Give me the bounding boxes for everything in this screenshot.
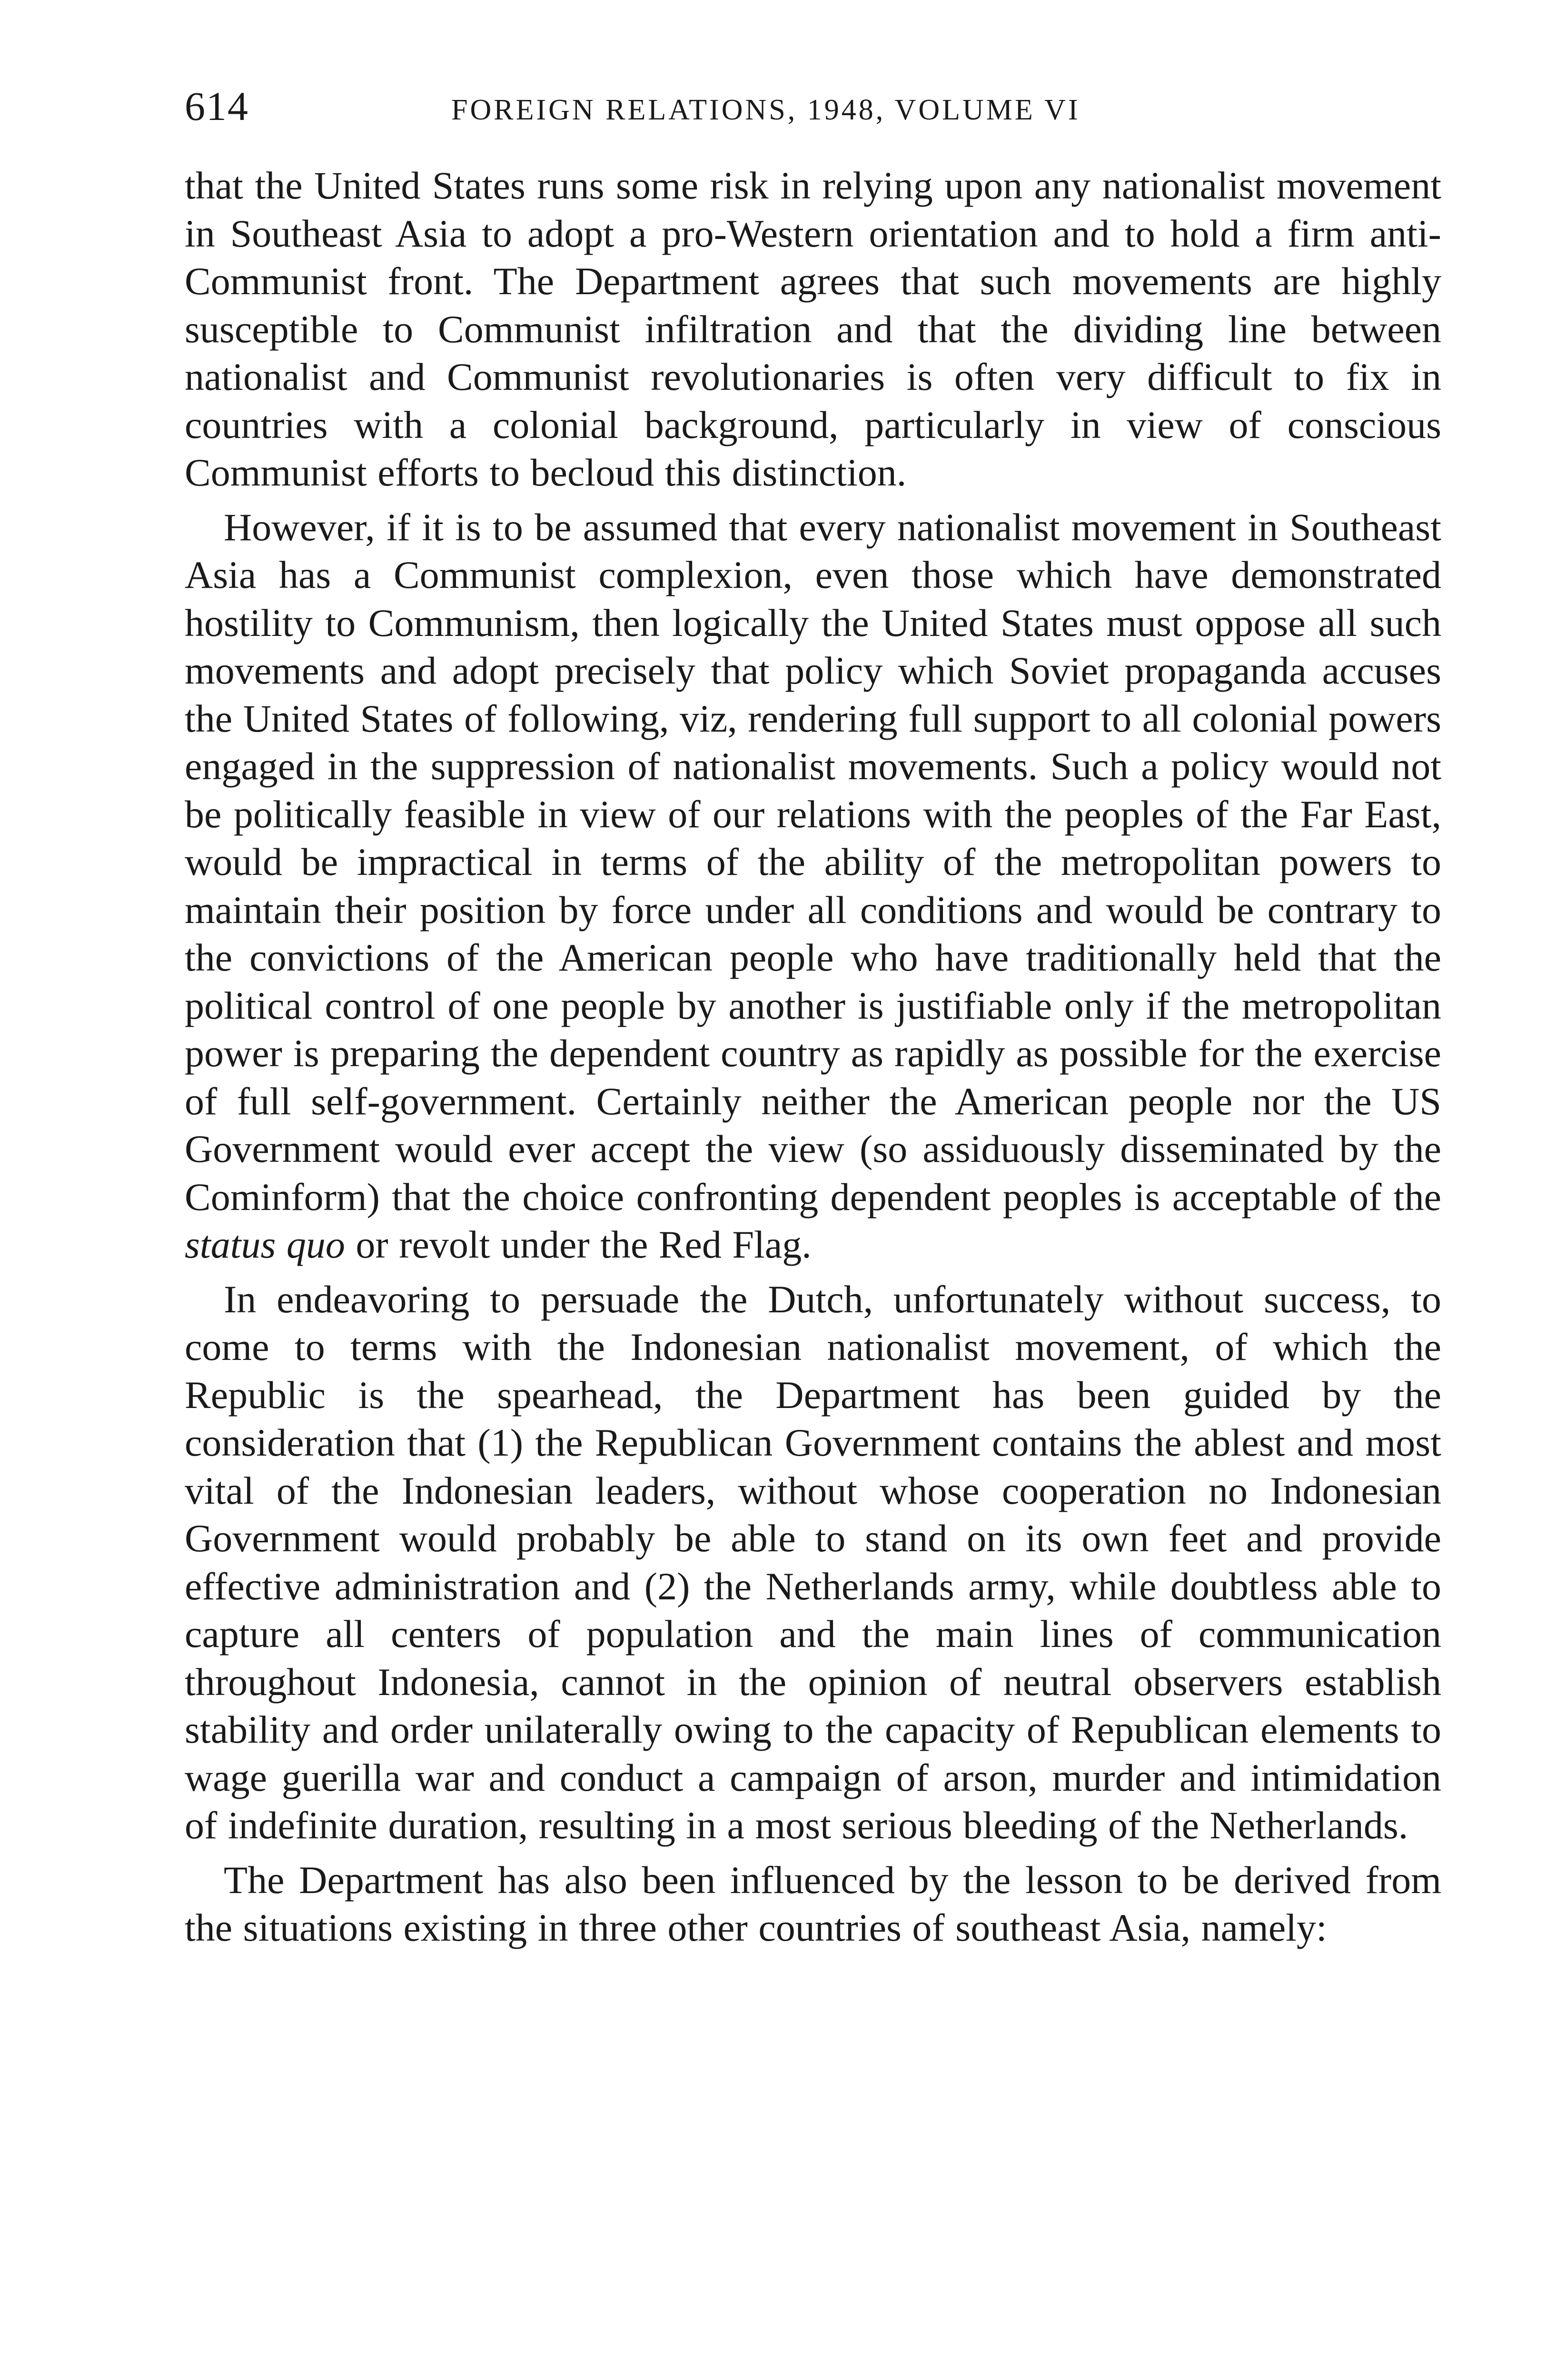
body-text bbox=[185, 162, 1441, 1952]
paragraph-continuation: that the United States runs some risk in relying upon any nationalist movement in Southeast Asia to adopt a pro-Western orientation and to hold a firm anti-Communist front. The Department agrees that such movements are highly susceptible to Communist infiltration and that the dividing line between nationalist and Communist revolutionaries is often very difficult to fix in countries with a colonial background, particularly in view of conscious Communist efforts to becloud this distinction. bbox=[185, 164, 1441, 494]
paragraph-indonesia: In endeavoring to persuade the Dutch, unfortunately without success, to come to terms with the Indonesian nationalist movement, of which the Republic is the spearhead, the Department has been guided by the consideration that (1) the Republican Government contains the ablest and most vital of the Indonesian leaders, without whose cooperation no Indonesian Government would probably be able to stand on its own feet and provide effective administration and (2) the Netherlands army, while doubtless able to capture all centers of population and the main lines of communication throughout Indonesia, cannot in the opinion of neutral observers establish stability and order unilaterally owing to the capacity of Republican elements to wage guerilla war and conduct a campaign of arson, murder and intimidation of indefinite duration, resulting in a most serious bleeding of the Netherlands. bbox=[185, 1277, 1441, 1847]
italic-term: status quo bbox=[185, 1223, 345, 1266]
paragraph-lesson: The Department has also been influenced by the lesson to be derived from the situations existing in three other countries of southeast Asia, namely: bbox=[185, 1858, 1441, 1949]
running-title: FOREIGN RELATIONS, 1948, VOLUME VI bbox=[451, 94, 1080, 126]
page-header bbox=[185, 80, 1194, 132]
paragraph-text: or revolt under the Red Flag. bbox=[345, 1223, 812, 1266]
paragraph-text: However, if it is to be assumed that every nationalist movement in Southeast Asia has a Communist complexion, even those which have demonstrated hostility to Communism, then logically the United States must oppose all such movements and adopt precisely that policy which Soviet propaganda accuses the United States of following, viz, rendering full support to all colonial powers engaged in the suppression of nationalist movements. Such a policy would not be politically feasible in view of our relations with the peoples of the Far East, would be impractical in terms of the ability of the metropolitan powers to maintain their position by force under all conditions and would be contrary to the convictions of the American people who have traditionally held that the political control of one people by another is justifiable only if the metropolitan power is preparing the dependent country as rapidly as possible for the exercise of full self-government. Certainly neither the American people nor the US Government would ever accept the view (so assiduously disseminated by the Cominform) that the choice confronting dependent peoples is acceptable of the bbox=[185, 505, 1441, 1219]
paragraph-nationalist-movements bbox=[185, 504, 1441, 1269]
page-number: 614 bbox=[185, 83, 249, 129]
